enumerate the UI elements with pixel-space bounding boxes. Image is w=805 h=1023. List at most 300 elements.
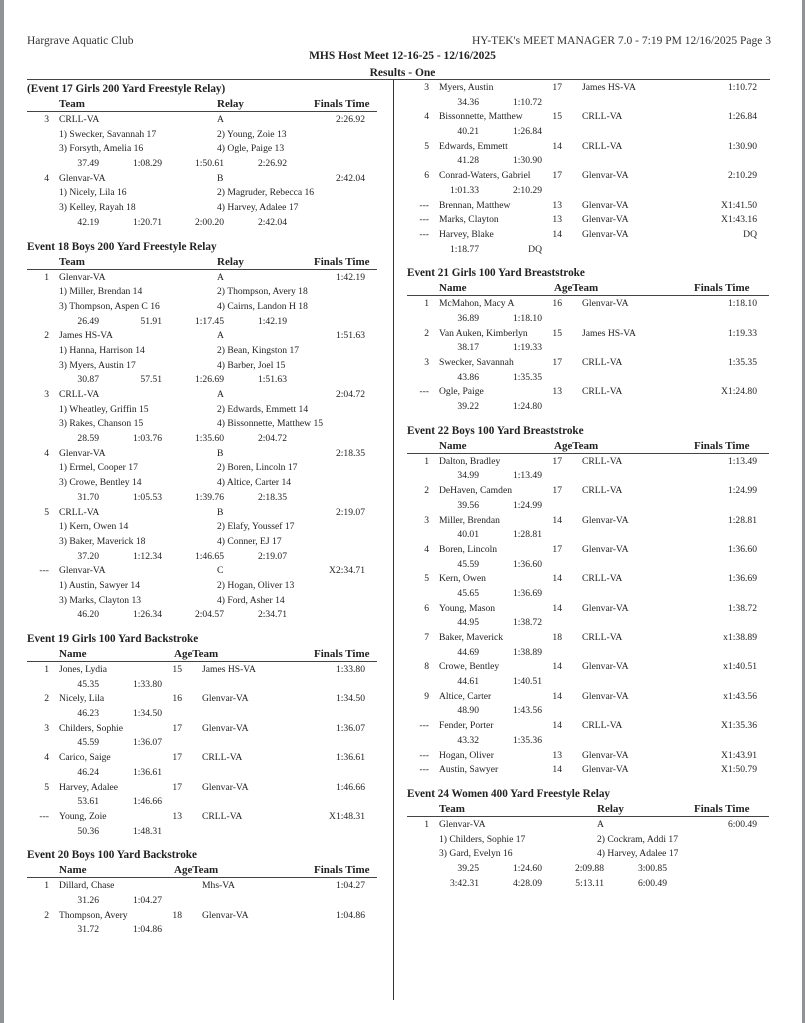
swimmer-age: 13 bbox=[552, 749, 562, 761]
split-time: 2:26.92 bbox=[257, 158, 287, 170]
place: --- bbox=[39, 565, 49, 577]
splits-row bbox=[407, 734, 769, 749]
swimmer-team: Glenvar-VA bbox=[582, 298, 629, 310]
swimmer-name: Ogle, Paige bbox=[439, 386, 484, 398]
finals-time: 2:10.29 bbox=[727, 170, 757, 182]
split-time: 1:24.80 bbox=[512, 401, 542, 413]
swimmer-age: 14 bbox=[552, 720, 562, 732]
split-time: 1:35.60 bbox=[194, 433, 224, 445]
header-name: Name bbox=[59, 648, 87, 660]
splits-row bbox=[407, 154, 769, 169]
swimmer-age: 17 bbox=[552, 485, 562, 497]
swimmer-name: Baker, Maverick bbox=[439, 632, 504, 643]
finals-time: 1:18.10 bbox=[727, 298, 757, 310]
finals-time: 1:36.60 bbox=[727, 543, 757, 555]
swimmer-age: 14 bbox=[552, 661, 562, 673]
swimmer-name: Dillard, Chase bbox=[59, 880, 115, 892]
finals-time: x1:43.56 bbox=[723, 690, 757, 702]
swimmer-name: Kern, Owen bbox=[439, 573, 486, 585]
header-finals-time: Finals Time bbox=[694, 802, 750, 815]
swimmer-age: 15 bbox=[172, 664, 182, 675]
splits-row bbox=[407, 243, 769, 258]
finals-time: 1:19.33 bbox=[727, 327, 757, 339]
split-time: 1:36.61 bbox=[132, 766, 162, 778]
event-title: Event 21 Girls 100 Yard Breaststroke bbox=[407, 267, 585, 280]
place: 4 bbox=[44, 447, 49, 459]
splits-row bbox=[27, 678, 377, 693]
swimmer-entry bbox=[27, 781, 377, 796]
split-time: 40.21 bbox=[457, 126, 479, 138]
event-spacer bbox=[407, 257, 769, 265]
relay-swimmers-row bbox=[27, 285, 377, 300]
split-time: 1:13.49 bbox=[512, 470, 542, 482]
relay-entry bbox=[27, 564, 377, 579]
split-time: 1:28.81 bbox=[512, 529, 542, 541]
relay-swimmer: 2) Young, Zoie 13 bbox=[217, 128, 287, 140]
swimmer-age: 14 bbox=[552, 514, 562, 526]
relay-swimmer: 3) Myers, Austin 17 bbox=[59, 359, 136, 371]
swimmer-entry bbox=[27, 810, 377, 825]
split-time: 1:40.51 bbox=[512, 676, 542, 688]
splits-row bbox=[407, 646, 769, 661]
event-spacer bbox=[27, 623, 377, 631]
split-time: 43.86 bbox=[457, 371, 479, 383]
relay-column-header bbox=[407, 802, 769, 817]
split-time: 2:10.29 bbox=[512, 184, 542, 196]
split-time: 48.90 bbox=[457, 705, 479, 717]
split-time: 1:18.10 bbox=[512, 312, 542, 324]
split-time: 44.69 bbox=[457, 646, 479, 658]
place: 2 bbox=[44, 693, 49, 705]
place: 3 bbox=[44, 722, 49, 734]
split-time: 34.99 bbox=[457, 470, 479, 482]
event-spacer bbox=[27, 839, 377, 847]
relay-letter: B bbox=[217, 506, 224, 518]
swimmer-age: 17 bbox=[552, 455, 562, 467]
swimmer-entry bbox=[407, 484, 769, 499]
place: 4 bbox=[424, 111, 429, 123]
relay-swimmer: 2) Elafy, Youssef 17 bbox=[217, 521, 295, 533]
place: --- bbox=[419, 228, 429, 240]
relay-entry bbox=[27, 329, 377, 344]
swimmer-team: Mhs-VA bbox=[202, 880, 235, 892]
split-time: 1:48.31 bbox=[132, 825, 162, 837]
split-time: 43.32 bbox=[457, 734, 479, 746]
individual-column-header bbox=[27, 863, 377, 878]
split-time: 39.25 bbox=[457, 862, 479, 874]
swimmer-team: Glenvar-VA bbox=[582, 602, 629, 614]
place: 5 bbox=[44, 781, 49, 793]
event-spacer bbox=[407, 415, 769, 423]
team-name: Glenvar-VA bbox=[59, 447, 106, 459]
finals-time: 1:36.69 bbox=[727, 573, 757, 585]
split-time: 46.24 bbox=[77, 766, 99, 778]
relay-swimmers-row bbox=[27, 417, 377, 432]
swimmer-age: 17 bbox=[552, 170, 562, 182]
relay-entry bbox=[27, 388, 377, 403]
event-spacer bbox=[407, 778, 769, 786]
header-rule bbox=[27, 79, 770, 80]
swimmer-name: Brennan, Matthew bbox=[439, 199, 511, 211]
finals-time: 2:19.07 bbox=[335, 506, 365, 518]
split-time: 1:50.61 bbox=[194, 158, 224, 170]
header-finals-time: Finals Time bbox=[314, 255, 370, 268]
split-time: 46.20 bbox=[77, 609, 99, 621]
club-name: Hargrave Aquatic Club bbox=[27, 35, 134, 47]
header-name: Name bbox=[439, 439, 467, 452]
header-ageteam: AgeTeam bbox=[554, 439, 599, 452]
split-time: 1:38.72 bbox=[512, 617, 542, 629]
relay-swimmer: 1) Hanna, Harrison 14 bbox=[59, 344, 145, 356]
team-name: Glenvar-VA bbox=[59, 565, 106, 577]
splits-row bbox=[27, 373, 377, 388]
results-label: Results - One bbox=[369, 67, 436, 79]
header-relay: Relay bbox=[217, 98, 244, 110]
split-time: 2:42.04 bbox=[257, 216, 287, 228]
swimmer-entry bbox=[407, 749, 769, 764]
relay-letter: C bbox=[217, 565, 224, 577]
header-ageteam: AgeTeam bbox=[554, 282, 599, 295]
relay-swimmer: 1) Childers, Sophie 17 bbox=[439, 833, 526, 845]
split-time: 1:34.50 bbox=[132, 708, 162, 720]
software-info: HY-TEK's MEET MANAGER 7.0 - 7:19 PM 12/16/2025 Page 3 bbox=[472, 35, 771, 47]
splits-row bbox=[27, 736, 377, 751]
place: 7 bbox=[424, 632, 429, 643]
finals-time: 1:51.63 bbox=[335, 330, 365, 342]
swimmer-name: Dalton, Bradley bbox=[439, 455, 501, 467]
swimmer-team: CRLL-VA bbox=[202, 810, 243, 822]
swimmer-age: 18 bbox=[172, 909, 182, 921]
relay-swimmers-row bbox=[407, 833, 769, 848]
swimmer-name: Boren, Lincoln bbox=[439, 543, 498, 555]
relay-swimmer: 4) Conner, EJ 17 bbox=[217, 535, 282, 547]
swimmer-age: 14 bbox=[552, 602, 562, 614]
swimmer-entry bbox=[407, 719, 769, 734]
header-finals-time: Finals Time bbox=[694, 439, 750, 452]
split-time: 1:17.45 bbox=[194, 315, 224, 327]
place: 3 bbox=[424, 514, 429, 526]
swimmer-team: Glenvar-VA bbox=[582, 199, 629, 211]
relay-letter: A bbox=[217, 330, 224, 342]
splits-row bbox=[27, 923, 377, 938]
splits-row bbox=[407, 862, 769, 877]
relay-swimmers-row bbox=[27, 520, 377, 535]
swimmer-team: James HS-VA bbox=[582, 327, 636, 339]
split-time: 39.22 bbox=[457, 401, 479, 413]
swimmer-age: 14 bbox=[552, 573, 562, 585]
split-time: 1:43.56 bbox=[512, 705, 542, 717]
swimmer-entry bbox=[27, 909, 377, 924]
split-time: 44.61 bbox=[457, 676, 479, 688]
swimmer-team: James HS-VA bbox=[202, 664, 256, 675]
split-time: 30.87 bbox=[77, 374, 99, 386]
splits-row bbox=[407, 499, 769, 514]
finals-time: 1:34.50 bbox=[335, 693, 365, 705]
team-name: CRLL-VA bbox=[59, 389, 100, 400]
header-team: Team bbox=[59, 255, 85, 268]
split-time: 37.20 bbox=[77, 550, 99, 562]
swimmer-entry bbox=[407, 572, 769, 587]
relay-entry bbox=[407, 818, 769, 833]
relay-swimmers-row bbox=[407, 847, 769, 862]
individual-column-header bbox=[407, 439, 769, 454]
split-time: 53.61 bbox=[77, 796, 99, 808]
place: 1 bbox=[424, 455, 429, 467]
split-time: 46.23 bbox=[77, 708, 99, 720]
header-relay: Relay bbox=[217, 255, 244, 268]
split-time: 31.70 bbox=[77, 491, 99, 503]
split-time: 1:35.36 bbox=[512, 734, 542, 746]
swimmer-entry bbox=[407, 514, 769, 529]
splits-row bbox=[407, 96, 769, 111]
split-time: 1:46.65 bbox=[194, 550, 224, 562]
relay-swimmer: 4) Ogle, Paige 13 bbox=[217, 143, 285, 155]
swimmer-entry bbox=[27, 692, 377, 707]
finals-time: 1:26.84 bbox=[727, 111, 757, 123]
finals-time: 1:24.99 bbox=[727, 485, 757, 497]
place: 4 bbox=[44, 752, 49, 764]
swimmer-name: Nicely, Lila bbox=[59, 693, 105, 705]
swimmer-age: 13 bbox=[552, 199, 562, 211]
splits-row bbox=[27, 766, 377, 781]
relay-column-header bbox=[27, 255, 377, 270]
split-time: 5:13.11 bbox=[575, 877, 604, 889]
place: --- bbox=[419, 749, 429, 761]
place: 2 bbox=[44, 330, 49, 342]
splits-row bbox=[27, 157, 377, 172]
swimmer-name: Fender, Porter bbox=[439, 720, 494, 732]
header-name: Name bbox=[59, 864, 87, 877]
event-title: Event 19 Girls 100 Yard Backstroke bbox=[27, 633, 199, 645]
swimmer-team: James HS-VA bbox=[582, 82, 636, 93]
column-divider bbox=[393, 80, 394, 1000]
relay-swimmer: 3) Rakes, Chanson 15 bbox=[59, 418, 144, 430]
swimmer-team: Glenvar-VA bbox=[582, 214, 629, 226]
relay-swimmers-row bbox=[27, 142, 377, 157]
finals-time: 2:26.92 bbox=[335, 114, 365, 125]
finals-time: x1:38.89 bbox=[723, 632, 757, 643]
swimmer-age: 14 bbox=[552, 140, 562, 152]
split-time: 45.59 bbox=[457, 558, 479, 570]
split-time: 51.91 bbox=[140, 315, 162, 327]
swimmer-entry bbox=[407, 660, 769, 675]
swimmer-age: 18 bbox=[552, 632, 562, 643]
finals-time: x1:40.51 bbox=[723, 661, 757, 673]
relay-letter: B bbox=[217, 447, 224, 459]
individual-column-header bbox=[407, 281, 769, 296]
relay-letter: A bbox=[217, 389, 224, 400]
relay-swimmers-row bbox=[27, 186, 377, 201]
relay-swimmer: 2) Boren, Lincoln 17 bbox=[217, 462, 298, 474]
relay-swimmers-row bbox=[27, 594, 377, 609]
relay-swimmer: 2) Bean, Kingston 17 bbox=[217, 344, 300, 356]
relay-swimmers-row bbox=[27, 476, 377, 491]
swimmer-entry bbox=[407, 543, 769, 558]
place: 1 bbox=[424, 298, 429, 310]
split-time: 2:18.35 bbox=[257, 491, 287, 503]
swimmer-team: Glenvar-VA bbox=[202, 909, 249, 921]
finals-time: 2:18.35 bbox=[335, 447, 365, 459]
splits-row bbox=[27, 795, 377, 810]
splits-row bbox=[407, 616, 769, 631]
relay-column-header bbox=[27, 97, 377, 112]
relay-swimmer: 2) Edwards, Emmett 14 bbox=[217, 403, 309, 415]
swimmer-team: CRLL-VA bbox=[582, 140, 623, 152]
split-time: 28.59 bbox=[77, 433, 99, 445]
swimmer-entry bbox=[407, 356, 769, 371]
relay-letter: A bbox=[597, 818, 604, 830]
event-title: (Event 17 Girls 200 Yard Freestyle Relay) bbox=[27, 83, 226, 95]
split-time: 1:51.63 bbox=[257, 374, 287, 386]
place: 6 bbox=[424, 170, 429, 182]
finals-time: 1:36.07 bbox=[335, 722, 365, 734]
splits-row bbox=[407, 587, 769, 602]
swimmer-name: Marks, Clayton bbox=[439, 214, 499, 226]
split-time: 38.17 bbox=[457, 342, 479, 354]
swimmer-team: CRLL-VA bbox=[582, 386, 623, 398]
splits-row bbox=[27, 491, 377, 506]
split-time: 2:09.88 bbox=[574, 862, 604, 874]
split-time: 26.49 bbox=[77, 315, 99, 327]
split-time: 31.72 bbox=[77, 924, 99, 936]
split-time: 1:26.69 bbox=[194, 374, 224, 386]
place: 4 bbox=[424, 543, 429, 555]
swimmer-entry bbox=[407, 763, 769, 778]
split-time: 1:19.33 bbox=[512, 342, 542, 354]
split-time: 1:08.29 bbox=[132, 158, 162, 170]
relay-swimmers-row bbox=[27, 128, 377, 143]
split-time: 4:28.09 bbox=[512, 877, 542, 889]
swimmer-entry bbox=[407, 385, 769, 400]
split-time: 1:01.33 bbox=[449, 184, 479, 196]
finals-time: 2:04.72 bbox=[335, 389, 365, 400]
place: 5 bbox=[424, 140, 429, 152]
relay-swimmers-row bbox=[27, 300, 377, 315]
swimmer-name: Austin, Sawyer bbox=[439, 764, 499, 776]
finals-time: 1:46.66 bbox=[335, 781, 365, 793]
splits-row bbox=[407, 184, 769, 199]
relay-swimmer: 4) Bissonnette, Matthew 15 bbox=[217, 418, 324, 430]
header-finals-time: Finals Time bbox=[314, 864, 370, 877]
swimmer-age: 17 bbox=[552, 82, 562, 93]
swimmer-name: Miller, Brendan bbox=[439, 514, 500, 526]
relay-swimmer: 1) Austin, Sawyer 14 bbox=[59, 579, 141, 591]
header-team: Team bbox=[439, 802, 465, 815]
split-time: 57.51 bbox=[140, 374, 162, 386]
page-border-left bbox=[0, 0, 4, 1023]
split-time: 1:03.76 bbox=[132, 433, 162, 445]
split-time: 1:42.19 bbox=[257, 315, 287, 327]
header-name: Name bbox=[439, 282, 467, 295]
split-time: 1:10.72 bbox=[512, 96, 542, 108]
place: 3 bbox=[424, 82, 429, 93]
place: 1 bbox=[44, 271, 49, 283]
split-time: 50.36 bbox=[77, 825, 99, 837]
split-time: 36.89 bbox=[457, 312, 479, 324]
finals-time: X1:43.91 bbox=[721, 749, 757, 761]
split-time: 1:05.53 bbox=[132, 491, 162, 503]
relay-entry bbox=[27, 113, 377, 128]
split-time: 44.95 bbox=[457, 617, 479, 629]
swimmer-entry bbox=[407, 169, 769, 184]
split-time: 41.28 bbox=[457, 155, 479, 167]
swimmer-age: 17 bbox=[172, 781, 182, 793]
swimmer-age: 15 bbox=[552, 327, 562, 339]
swimmer-entry bbox=[407, 602, 769, 617]
relay-swimmer: 3) Forsyth, Amelia 16 bbox=[59, 143, 144, 155]
team-name: Glenvar-VA bbox=[439, 818, 486, 830]
swimmer-entry bbox=[27, 751, 377, 766]
swimmer-age: 17 bbox=[552, 543, 562, 555]
splits-row bbox=[27, 894, 377, 909]
swimmer-entry bbox=[407, 199, 769, 214]
finals-time: X1:50.79 bbox=[721, 764, 757, 776]
splits-row bbox=[27, 825, 377, 840]
finals-time: X2:34.71 bbox=[329, 565, 365, 577]
relay-swimmer: 1) Kern, Owen 14 bbox=[59, 521, 129, 533]
swimmer-team: Glenvar-VA bbox=[582, 228, 629, 240]
split-time: 1:30.90 bbox=[512, 155, 542, 167]
finals-time: 1:04.27 bbox=[335, 880, 365, 892]
relay-entry bbox=[27, 172, 377, 187]
swimmer-entry bbox=[407, 110, 769, 125]
split-time: 3:42.31 bbox=[449, 877, 479, 889]
place: 1 bbox=[44, 880, 49, 892]
split-time: 1:12.34 bbox=[132, 550, 162, 562]
swimmer-team: CRLL-VA bbox=[582, 573, 623, 585]
split-time: 42.19 bbox=[77, 216, 99, 228]
finals-time: 1:35.35 bbox=[727, 357, 757, 368]
swimmer-entry bbox=[407, 228, 769, 243]
place: --- bbox=[419, 199, 429, 211]
split-time: 1:26.84 bbox=[512, 126, 542, 138]
event-title: Event 20 Boys 100 Yard Backstroke bbox=[27, 849, 197, 862]
relay-letter: A bbox=[217, 114, 224, 125]
splits-row bbox=[407, 528, 769, 543]
relay-entry bbox=[27, 271, 377, 286]
swimmer-name: Myers, Austin bbox=[439, 82, 494, 93]
splits-row bbox=[407, 558, 769, 573]
swimmer-team: CRLL-VA bbox=[582, 455, 623, 467]
splits-row bbox=[27, 707, 377, 722]
swimmer-name: Young, Mason bbox=[439, 602, 496, 614]
place: --- bbox=[419, 386, 429, 398]
split-time: 1:36.69 bbox=[512, 587, 542, 599]
header-team: Team bbox=[59, 98, 85, 110]
relay-swimmer: 3) Thompson, Aspen C 16 bbox=[59, 300, 160, 312]
relay-swimmer: 1) Nicely, Lila 16 bbox=[59, 187, 127, 199]
swimmer-name: Harvey, Blake bbox=[439, 228, 494, 240]
relay-swimmer: 3) Kelley, Rayah 18 bbox=[59, 202, 136, 214]
split-time: 37.49 bbox=[77, 158, 99, 170]
relay-entry bbox=[27, 506, 377, 521]
relay-letter: A bbox=[217, 271, 224, 283]
swimmer-name: Young, Zoie bbox=[59, 810, 107, 822]
split-time: 1:04.27 bbox=[132, 894, 162, 906]
splits-row bbox=[27, 315, 377, 330]
split-time: 1:35.35 bbox=[512, 371, 542, 383]
place: 4 bbox=[44, 172, 49, 184]
finals-time: DQ bbox=[743, 228, 757, 240]
swimmer-entry bbox=[407, 297, 769, 312]
relay-letter: B bbox=[217, 172, 224, 184]
relay-swimmer: 2) Hogan, Oliver 13 bbox=[217, 579, 295, 591]
finals-time: 1:30.90 bbox=[727, 140, 757, 152]
place: 9 bbox=[424, 690, 429, 702]
swimmer-team: Glenvar-VA bbox=[582, 661, 629, 673]
finals-time: X1:24.80 bbox=[721, 386, 757, 398]
swimmer-name: Crowe, Bentley bbox=[439, 661, 500, 673]
